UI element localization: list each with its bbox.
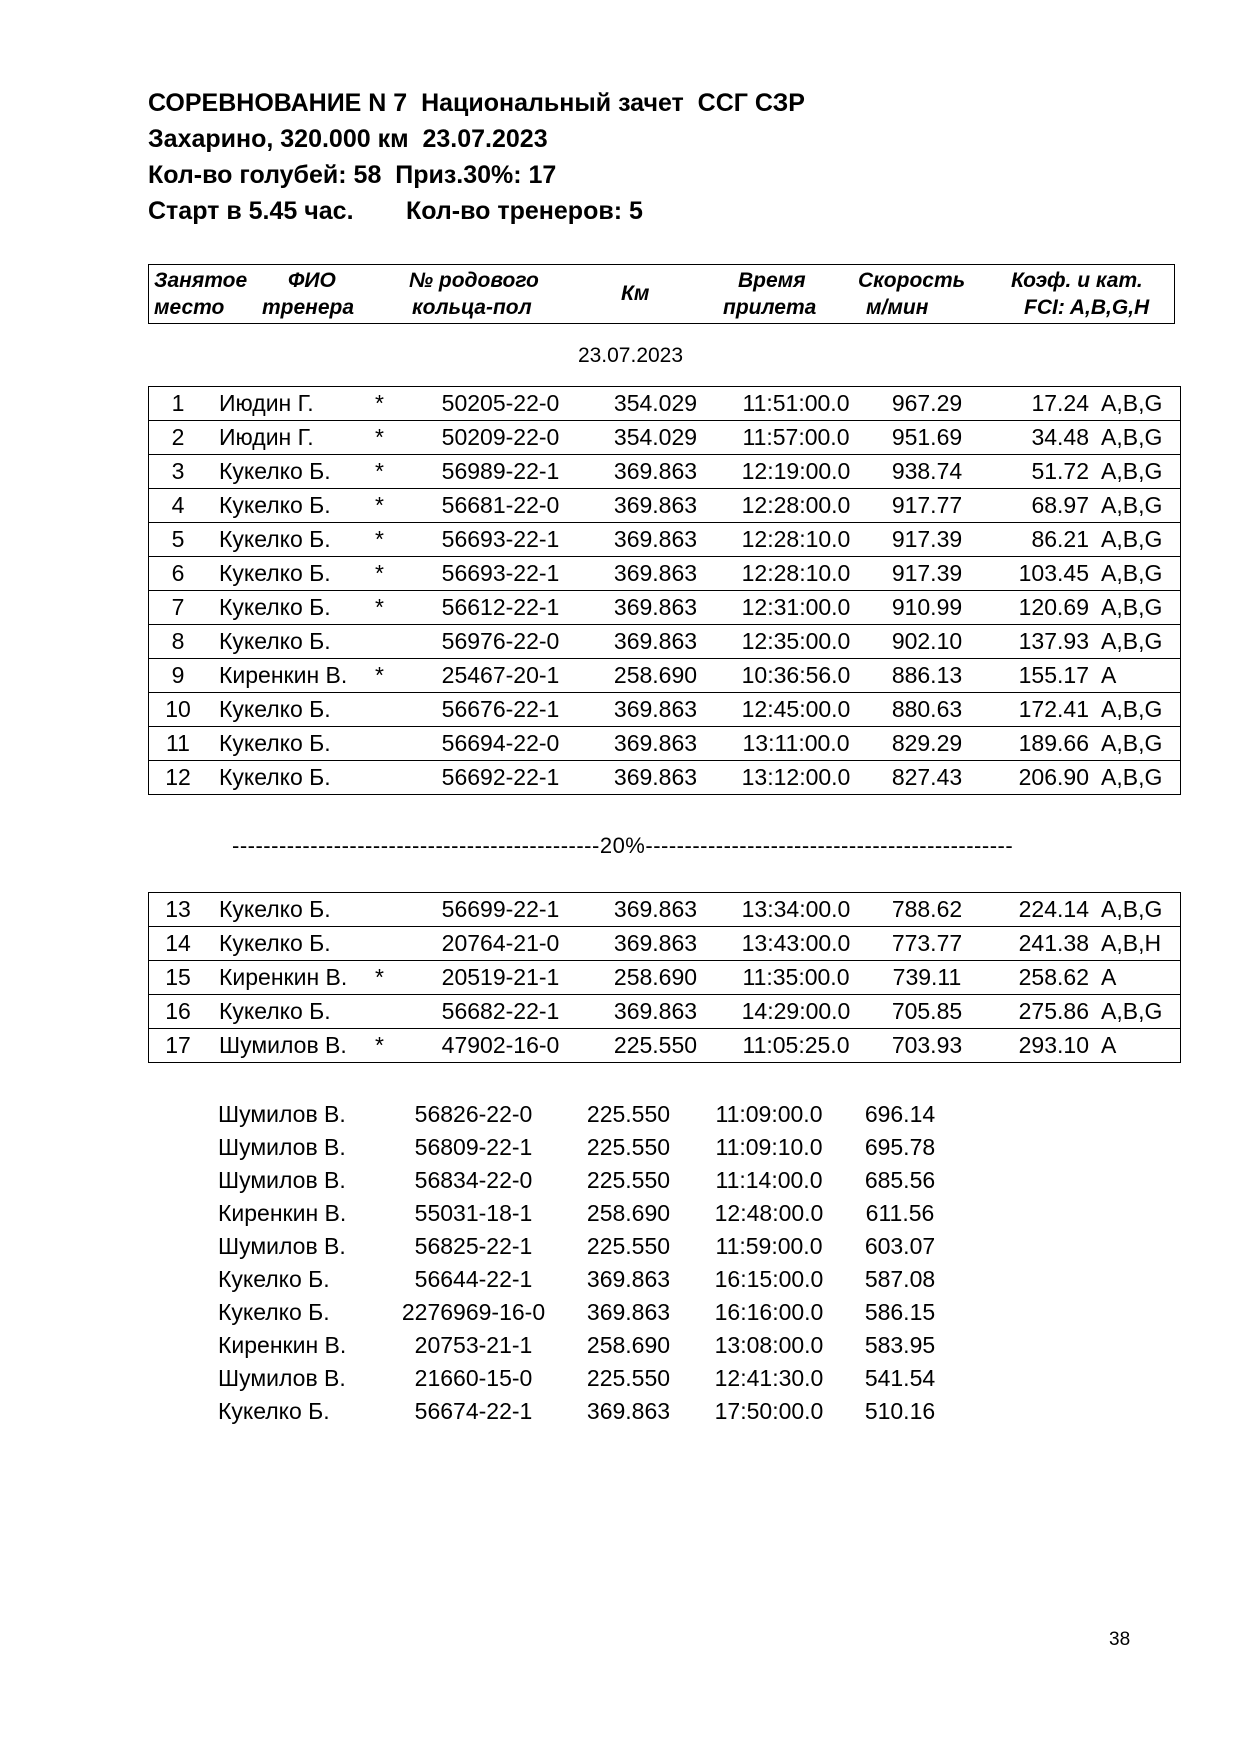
result-row <box>149 761 1181 795</box>
trainer-name-cell: Июдин Г. <box>207 421 375 455</box>
speed-cell: 705.85 <box>867 995 987 1029</box>
arrival-time-cell: 11:51:00.0 <box>725 387 867 421</box>
mark-cell: * <box>375 659 415 693</box>
nonprize-row <box>218 1362 960 1395</box>
category-cell: A,B,G <box>1089 995 1181 1029</box>
ring-number-cell: 20764-21-0 <box>415 927 586 961</box>
mark-cell: * <box>375 591 415 625</box>
trainer-name-cell: Кукелко Б. <box>207 893 375 927</box>
place-cell: 14 <box>149 927 208 961</box>
mark-cell <box>375 693 415 727</box>
ring-number-cell: 56681-22-0 <box>415 489 586 523</box>
coefficient-cell: 275.86 <box>987 995 1089 1029</box>
category-cell: A,B,G <box>1089 625 1181 659</box>
coefficient-cell: 17.24 <box>987 387 1089 421</box>
coefficient-cell: 51.72 <box>987 455 1089 489</box>
prize-results-table-top <box>148 386 1181 795</box>
trainer-name-cell: Киренкин В. <box>207 659 375 693</box>
result-row <box>149 927 1181 961</box>
speed-cell: 788.62 <box>867 893 987 927</box>
nonprize-row <box>218 1263 960 1296</box>
ring-number-cell: 56693-22-1 <box>415 557 586 591</box>
arrival-time-cell: 17:50:00.0 <box>714 1398 824 1424</box>
arrival-time-cell: 12:28:00.0 <box>725 489 867 523</box>
competition-title: СОРЕВНОВАНИЕ N 7 Национальный зачет ССГ СЗР <box>148 89 805 117</box>
ring-number-cell: 56676-22-1 <box>415 693 586 727</box>
coefficient-cell: 224.14 <box>987 893 1089 927</box>
distance-cell: 225.550 <box>586 1101 671 1127</box>
speed-cell: 696.14 <box>864 1101 936 1127</box>
distance-cell: 225.550 <box>586 1167 671 1193</box>
category-cell: A,B,G <box>1089 893 1181 927</box>
col-time-line1: Время <box>738 269 806 292</box>
mark-cell: * <box>375 557 415 591</box>
speed-cell: 951.69 <box>867 421 987 455</box>
ring-number-cell: 56692-22-1 <box>415 761 586 795</box>
trainer-name-cell: Киренкин В. <box>207 961 375 995</box>
category-cell: A,B,G <box>1089 489 1181 523</box>
distance-cell: 225.550 <box>586 1029 725 1063</box>
ring-number-cell: 56694-22-0 <box>415 727 586 761</box>
trainer-name-cell: Кукелко Б. <box>207 523 375 557</box>
speed-cell: 739.11 <box>867 961 987 995</box>
ring-number-cell: 56989-22-1 <box>415 455 586 489</box>
trainer-name-cell: Кукелко Б. <box>207 727 375 761</box>
arrival-time-cell: 12:28:10.0 <box>725 557 867 591</box>
result-row <box>149 591 1181 625</box>
ring-number-cell: 56693-22-1 <box>415 523 586 557</box>
distance-cell: 354.029 <box>586 387 725 421</box>
ring-number-cell: 56825-22-1 <box>414 1233 533 1259</box>
place-cell: 8 <box>149 625 208 659</box>
mark-cell <box>375 727 415 761</box>
place-cell: 2 <box>149 421 208 455</box>
result-row <box>149 961 1181 995</box>
mark-cell: * <box>375 523 415 557</box>
coefficient-cell: 68.97 <box>987 489 1089 523</box>
result-row <box>149 727 1181 761</box>
place-cell: 9 <box>149 659 208 693</box>
speed-cell: 886.13 <box>867 659 987 693</box>
coefficient-cell: 86.21 <box>987 523 1089 557</box>
coefficient-cell: 293.10 <box>987 1029 1089 1063</box>
speed-cell: 695.78 <box>864 1134 936 1160</box>
distance-cell: 225.550 <box>586 1134 671 1160</box>
speed-cell: 583.95 <box>864 1332 936 1358</box>
place-cell: 12 <box>149 761 208 795</box>
mark-cell: * <box>375 455 415 489</box>
ring-number-cell: 20519-21-1 <box>415 961 586 995</box>
mark-cell <box>375 927 415 961</box>
col-speed-line1: Скорость <box>858 269 966 292</box>
col-fio-line2: тренера <box>262 296 355 319</box>
mark-cell <box>375 625 415 659</box>
distance-cell: 369.863 <box>586 523 725 557</box>
speed-cell: 685.56 <box>864 1167 936 1193</box>
trainer-name-cell: Кукелко Б. <box>207 693 375 727</box>
place-cell: 15 <box>149 961 208 995</box>
trainer-name-cell: Шумилов В. <box>218 1134 346 1160</box>
distance-cell: 369.863 <box>586 489 725 523</box>
distance-cell: 369.863 <box>586 927 725 961</box>
trainer-name-cell: Шумилов В. <box>218 1101 346 1127</box>
speed-cell: 510.16 <box>864 1398 936 1424</box>
trainer-name-cell: Шумилов В. <box>218 1365 346 1391</box>
speed-cell: 603.07 <box>864 1233 936 1259</box>
place-cell: 13 <box>149 893 208 927</box>
arrival-time-cell: 11:14:00.0 <box>715 1167 823 1193</box>
nonprize-row <box>218 1098 960 1131</box>
ring-number-cell: 56644-22-1 <box>414 1266 533 1292</box>
trainer-name-cell: Кукелко Б. <box>207 625 375 659</box>
category-cell: A,B,G <box>1089 693 1181 727</box>
mark-cell: * <box>375 489 415 523</box>
result-row <box>149 455 1181 489</box>
speed-cell: 902.10 <box>867 625 987 659</box>
speed-cell: 703.93 <box>867 1029 987 1063</box>
arrival-time-cell: 16:15:00.0 <box>714 1266 824 1292</box>
category-cell: A,B,G <box>1089 421 1181 455</box>
nonprize-row <box>218 1329 960 1362</box>
category-cell: A,B,H <box>1089 927 1181 961</box>
trainer-name-cell: Кукелко Б. <box>207 455 375 489</box>
category-cell: A,B,G <box>1089 591 1181 625</box>
ring-number-cell: 20753-21-1 <box>414 1332 533 1358</box>
results-table-header <box>148 264 1175 324</box>
speed-cell: 773.77 <box>867 927 987 961</box>
distance-cell: 369.863 <box>586 893 725 927</box>
mark-cell <box>375 893 415 927</box>
arrival-time-cell: 12:45:00.0 <box>725 693 867 727</box>
col-place-line2: место <box>154 296 225 319</box>
result-row <box>149 625 1181 659</box>
mark-cell: * <box>375 421 415 455</box>
speed-cell: 917.39 <box>867 557 987 591</box>
trainer-name-cell: Киренкин В. <box>218 1200 347 1226</box>
coefficient-cell: 155.17 <box>987 659 1089 693</box>
coefficient-cell: 34.48 <box>987 421 1089 455</box>
arrival-time-cell: 12:35:00.0 <box>725 625 867 659</box>
speed-cell: 829.29 <box>867 727 987 761</box>
result-row <box>149 557 1181 591</box>
ring-number-cell: 56976-22-0 <box>415 625 586 659</box>
ring-number-cell: 56834-22-0 <box>414 1167 533 1193</box>
coefficient-cell: 206.90 <box>987 761 1089 795</box>
result-row <box>149 387 1181 421</box>
trainer-name-cell: Кукелко Б. <box>207 927 375 961</box>
category-cell: A <box>1089 1029 1181 1063</box>
result-row <box>149 421 1181 455</box>
coefficient-cell: 103.45 <box>987 557 1089 591</box>
arrival-time-cell: 12:48:00.0 <box>714 1200 824 1226</box>
trainer-name-cell: Июдин Г. <box>207 387 375 421</box>
distance-cell: 369.863 <box>586 1266 671 1292</box>
mark-cell <box>375 761 415 795</box>
distance-cell: 369.863 <box>586 995 725 1029</box>
distance-cell: 225.550 <box>586 1365 671 1391</box>
distance-cell: 258.690 <box>586 659 725 693</box>
result-row <box>149 489 1181 523</box>
distance-cell: 369.863 <box>586 727 725 761</box>
trainer-name-cell: Кукелко Б. <box>207 557 375 591</box>
ring-number-cell: 56826-22-0 <box>414 1101 533 1127</box>
distance-cell: 369.863 <box>586 693 725 727</box>
result-row <box>149 659 1181 693</box>
trainer-name-cell: Кукелко Б. <box>207 489 375 523</box>
result-row <box>149 523 1181 557</box>
arrival-time-cell: 10:36:56.0 <box>725 659 867 693</box>
nonprize-row <box>218 1395 960 1428</box>
mark-cell: * <box>375 387 415 421</box>
nonprize-row <box>218 1230 960 1263</box>
category-cell: A,B,G <box>1089 523 1181 557</box>
ring-number-cell: 56612-22-1 <box>415 591 586 625</box>
arrival-time-cell: 16:16:00.0 <box>714 1299 824 1325</box>
place-cell: 5 <box>149 523 208 557</box>
page-number: 38 <box>1109 1629 1131 1650</box>
trainer-name-cell: Кукелко Б. <box>218 1266 330 1292</box>
trainer-name-cell: Шумилов В. <box>218 1233 346 1259</box>
category-cell: A,B,G <box>1089 455 1181 489</box>
speed-cell: 938.74 <box>867 455 987 489</box>
distance-cell: 369.863 <box>586 1398 671 1424</box>
col-coef-line1: Коэф. и кат. <box>1011 269 1143 292</box>
category-cell: A,B,G <box>1089 761 1181 795</box>
ring-number-cell: 21660-15-0 <box>414 1365 533 1391</box>
trainer-count: Кол-во тренеров: 5 <box>406 197 643 225</box>
speed-cell: 587.08 <box>864 1266 936 1292</box>
coefficient-cell: 172.41 <box>987 693 1089 727</box>
place-cell: 3 <box>149 455 208 489</box>
ring-number-cell: 25467-20-1 <box>415 659 586 693</box>
arrival-time-cell: 13:11:00.0 <box>725 727 867 761</box>
category-cell: A,B,G <box>1089 557 1181 591</box>
category-cell: A <box>1089 961 1181 995</box>
arrival-time-cell: 11:09:00.0 <box>715 1101 823 1127</box>
arrival-time-cell: 11:05:25.0 <box>725 1029 867 1063</box>
coefficient-cell: 120.69 <box>987 591 1089 625</box>
distance-cell: 369.863 <box>586 625 725 659</box>
speed-cell: 880.63 <box>867 693 987 727</box>
category-cell: A,B,G <box>1089 387 1181 421</box>
start-time: Старт в 5.45 час. <box>148 197 354 225</box>
speed-cell: 586.15 <box>864 1299 936 1325</box>
trainer-name-cell: Кукелко Б. <box>218 1398 330 1424</box>
ring-number-cell: 56699-22-1 <box>415 893 586 927</box>
place-cell: 7 <box>149 591 208 625</box>
place-cell: 17 <box>149 1029 208 1063</box>
nonprize-row <box>218 1197 960 1230</box>
distance-cell: 369.863 <box>586 455 725 489</box>
col-fio-line1: ФИО <box>288 269 336 292</box>
distance-cell: 369.863 <box>586 557 725 591</box>
distance-cell: 258.690 <box>586 1200 671 1226</box>
mark-cell <box>375 995 415 1029</box>
col-km: Км <box>621 282 650 305</box>
arrival-time-cell: 11:57:00.0 <box>725 421 867 455</box>
result-row <box>149 1029 1181 1063</box>
trainer-name-cell: Кукелко Б. <box>207 995 375 1029</box>
speed-cell: 611.56 <box>865 1200 935 1226</box>
trainer-name-cell: Киренкин В. <box>218 1332 347 1358</box>
place-cell: 16 <box>149 995 208 1029</box>
arrival-time-cell: 11:09:10.0 <box>715 1134 823 1160</box>
trainer-name-cell: Кукелко Б. <box>207 591 375 625</box>
arrival-time-cell: 12:28:10.0 <box>725 523 867 557</box>
speed-cell: 917.39 <box>867 523 987 557</box>
col-coef-line2: FCI: A,B,G,H <box>1024 296 1150 319</box>
trainer-name-cell: Кукелко Б. <box>207 761 375 795</box>
col-ring-line2: кольца-пол <box>412 296 532 319</box>
distance-cell: 369.863 <box>586 1299 671 1325</box>
col-time-line2: прилета <box>723 296 817 319</box>
speed-cell: 541.54 <box>864 1365 936 1391</box>
nonprize-row <box>218 1131 960 1164</box>
distance-cell: 354.029 <box>586 421 725 455</box>
col-speed-line2: м/мин <box>866 296 929 319</box>
distance-cell: 369.863 <box>586 591 725 625</box>
speed-cell: 917.77 <box>867 489 987 523</box>
place-cell: 11 <box>149 727 208 761</box>
result-row <box>149 995 1181 1029</box>
trainer-name-cell: Шумилов В. <box>218 1167 346 1193</box>
arrival-time-cell: 11:35:00.0 <box>725 961 867 995</box>
ring-number-cell: 47902-16-0 <box>415 1029 586 1063</box>
prize-results-table-bottom <box>148 892 1181 1063</box>
speed-cell: 967.29 <box>867 387 987 421</box>
coefficient-cell: 137.93 <box>987 625 1089 659</box>
ring-number-cell: 56682-22-1 <box>415 995 586 1029</box>
arrival-time-cell: 14:29:00.0 <box>725 995 867 1029</box>
date-separator: 23.07.2023 <box>577 344 684 367</box>
location-distance-date: Захарино, 320.000 км 23.07.2023 <box>148 125 548 153</box>
distance-cell: 258.690 <box>586 961 725 995</box>
coefficient-cell: 189.66 <box>987 727 1089 761</box>
place-cell: 10 <box>149 693 208 727</box>
ring-number-cell: 56674-22-1 <box>414 1398 533 1424</box>
arrival-time-cell: 13:12:00.0 <box>725 761 867 795</box>
category-cell: A,B,G <box>1089 727 1181 761</box>
speed-cell: 827.43 <box>867 761 987 795</box>
place-cell: 4 <box>149 489 208 523</box>
ring-number-cell: 2276969-16-0 <box>401 1299 546 1325</box>
ring-number-cell: 50209-22-0 <box>415 421 586 455</box>
ring-number-cell: 55031-18-1 <box>414 1200 533 1226</box>
arrival-time-cell: 12:31:00.0 <box>725 591 867 625</box>
col-place-line1: Занятое <box>154 269 248 292</box>
category-cell: A <box>1089 659 1181 693</box>
arrival-time-cell: 13:08:00.0 <box>714 1332 824 1358</box>
result-row <box>149 893 1181 927</box>
distance-cell: 369.863 <box>586 761 725 795</box>
ring-number-cell: 50205-22-0 <box>415 387 586 421</box>
trainer-name-cell: Шумилов В. <box>207 1029 375 1063</box>
nonprize-results-list <box>218 1098 960 1428</box>
place-cell: 1 <box>149 387 208 421</box>
nonprize-row <box>218 1296 960 1329</box>
arrival-time-cell: 11:59:00.0 <box>715 1233 823 1259</box>
speed-cell: 910.99 <box>867 591 987 625</box>
arrival-time-cell: 12:41:30.0 <box>714 1365 824 1391</box>
mark-cell: * <box>375 961 415 995</box>
mark-cell: * <box>375 1029 415 1063</box>
trainer-name-cell: Кукелко Б. <box>218 1299 330 1325</box>
result-row <box>149 693 1181 727</box>
nonprize-row <box>218 1164 960 1197</box>
col-ring-line1: № родового <box>409 269 539 292</box>
arrival-time-cell: 13:34:00.0 <box>725 893 867 927</box>
ring-number-cell: 56809-22-1 <box>414 1134 533 1160</box>
coefficient-cell: 241.38 <box>987 927 1089 961</box>
coefficient-cell: 258.62 <box>987 961 1089 995</box>
arrival-time-cell: 12:19:00.0 <box>725 455 867 489</box>
place-cell: 6 <box>149 557 208 591</box>
arrival-time-cell: 13:43:00.0 <box>725 927 867 961</box>
distance-cell: 225.550 <box>586 1233 671 1259</box>
pigeon-count-prizes: Кол-во голубей: 58 Приз.30%: 17 <box>148 161 557 189</box>
distance-cell: 258.690 <box>586 1332 671 1358</box>
twenty-percent-separator: -----------------------------------------------20%----------------------------------------------- <box>232 833 1014 858</box>
